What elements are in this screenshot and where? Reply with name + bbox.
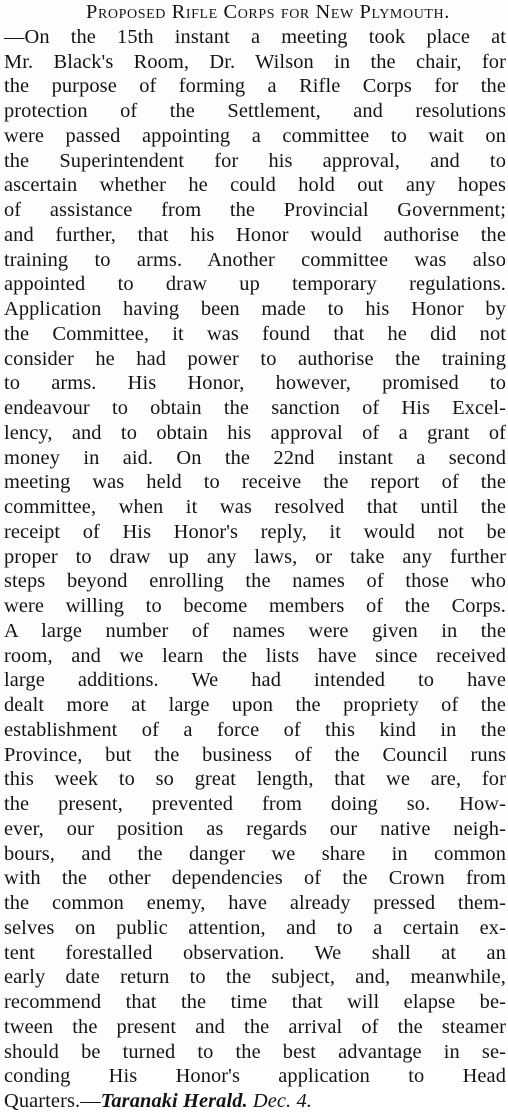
article-line: bours, and the danger we share in common <box>4 842 506 865</box>
article-line: selves on public attention, and to a certain ex- <box>4 916 506 939</box>
article-line: this week to so great length, that we are, for <box>4 768 506 791</box>
article-line: Application having been made to his Honor by <box>4 298 506 320</box>
article-line: tent forestalled observation. We shall at an <box>4 941 506 964</box>
article-line: establishment of a force of this kind in the <box>4 718 506 741</box>
article-line: receipt of His Honor's reply, it would not be <box>4 520 506 543</box>
article-line: endeavour to obtain the sanction of His Excel- <box>4 397 506 419</box>
article-line: the present, prevented from doing so. How- <box>4 793 506 815</box>
article-line: the Committee, it was found that he did not <box>4 322 506 345</box>
article-line: lency, and to obtain his approval of a grant of <box>4 421 506 444</box>
article-line: the Superintendent for his approval, and to <box>4 149 506 172</box>
article-line: large additions. We had intended to have <box>4 669 506 692</box>
article-line: ascertain whether he could hold out any hopes <box>4 174 506 197</box>
article-line: should be turned to the best advantage in se- <box>4 1040 506 1063</box>
article-line: —On the 15th instant a meeting took place at <box>4 25 506 48</box>
article-line: ever, our position as regards our native neigh- <box>4 817 506 840</box>
article-line: consider he had power to authorise the training <box>4 347 506 370</box>
article-line: tween the present and the arrival of the steamer <box>4 1015 506 1038</box>
article-line: the purpose of forming a Rifle Corps for the <box>4 75 506 98</box>
article-line: and further, that his Honor would authorise the <box>4 223 506 246</box>
article-line: money in aid. On the 22nd instant a second <box>4 446 506 469</box>
article-line: appointed to draw up temporary regulations. <box>4 273 506 296</box>
article-line: were passed appointing a committee to wait on <box>4 124 506 147</box>
article-line: to arms. His Honor, however, promised to <box>4 372 506 395</box>
article-line: Province, but the business of the Council runs <box>4 743 506 766</box>
source-credit: Taranaki Herald. <box>100 1090 248 1112</box>
article-line: committee, when it was resolved that until the <box>4 496 506 518</box>
closing-text: Quarters.— <box>4 1090 101 1112</box>
article-line: training to arms. Another committee was also <box>4 248 506 271</box>
article-line: were willing to become members of the Corps. <box>4 595 506 617</box>
article-headline: Proposed Rifle Corps for New Plymouth. <box>86 1 450 23</box>
article-line: with the other dependencies of the Crown from <box>4 867 506 890</box>
article-line: protection of the Settlement, and resolutions <box>4 100 506 122</box>
article-line: A large number of names were given in the <box>4 619 506 642</box>
article-line: recommend that the time that will elapse be- <box>4 991 506 1013</box>
article-body <box>4 0 506 1114</box>
article-line: conding His Honor's application to Head <box>4 1065 506 1088</box>
article-line: the common enemy, have already pressed them- <box>4 892 506 914</box>
dateline: Dec. 4. <box>252 1090 312 1112</box>
article-line: early date return to the subject, and, meanwhile, <box>4 966 506 989</box>
article-line: of assistance from the Provincial Government; <box>4 199 506 221</box>
article-line: room, and we learn the lists have since received <box>4 644 506 667</box>
article-line: dealt more at large upon the propriety of the <box>4 694 506 716</box>
article-line: proper to draw up any laws, or take any further <box>4 545 506 568</box>
article-line: Mr. Black's Room, Dr. Wilson in the chair, for <box>4 50 506 73</box>
article-line: steps beyond enrolling the names of those who <box>4 570 506 593</box>
article-line: meeting was held to receive the report of the <box>4 471 506 494</box>
article-closing-line <box>4 1089 506 1114</box>
